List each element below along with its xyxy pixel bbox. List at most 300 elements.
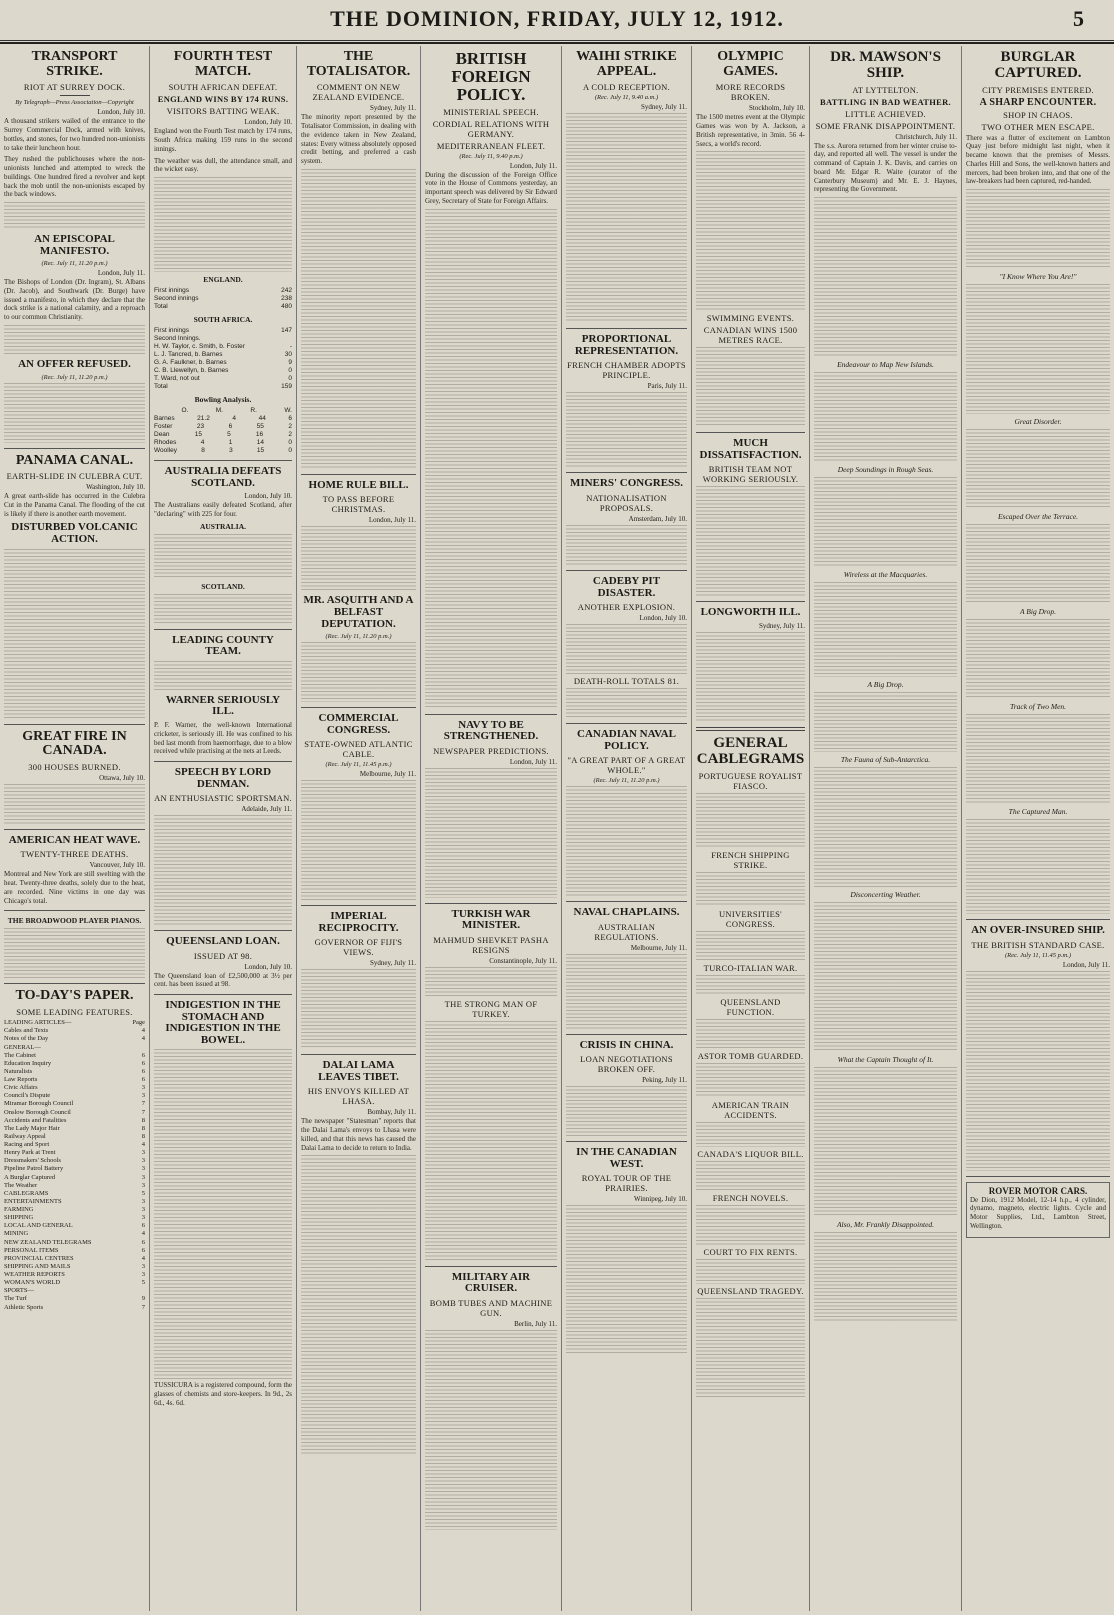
score-row-cell: 30 [284, 350, 292, 358]
feature-row-cell: 4 [141, 1035, 145, 1043]
feature-row [4, 1060, 145, 1068]
text-block [566, 954, 687, 1029]
dateline: Christchurch, July 11. [895, 132, 957, 141]
text-block [696, 1063, 805, 1098]
headline-asquith: MR. ASQUITH AND A BELFAST DEPUTATION. [303, 594, 414, 630]
feature-row-cell: GENERAL— [4, 1043, 41, 1051]
subhead-loan: LOAN NEGOTIATIONS BROKEN OFF. [580, 1054, 673, 1075]
text-block [154, 815, 292, 925]
text-block [154, 594, 292, 624]
headline-dissatisfaction: MUCH DISSATISFACTION. [699, 437, 802, 461]
sa-scores [154, 327, 292, 392]
bowling-row-cell: 4 [200, 439, 205, 446]
section-i-know: "I Know Where You Are!" [999, 272, 1077, 281]
ad-rover-text: De Dion, 1912 Model, 12-14 h.p., 4 cylinder, dynamo, magneto, electric lights. Cycle and Motor Supplies, Ltd., Lambton Street, Wellington. [970, 1195, 1106, 1230]
text-block [301, 169, 416, 469]
feature-row-cell: PROVINCIAL CENTRES [4, 1254, 74, 1262]
subhead-cable: STATE-OWNED ATLANTIC CABLE. [304, 739, 413, 760]
article-text: P. F. Warner, the well-known International cricketer, is seriously ill. He was confined to his bed last month from haemorrhage, due to a blow received while practising at the nets at Leeds. [154, 721, 292, 756]
feature-row [4, 1206, 145, 1214]
feature-row-cell: Civic Affairs [4, 1084, 38, 1092]
page-number: 5 [1073, 6, 1084, 31]
headline-denman: SPEECH BY LORD DENMAN. [174, 766, 272, 790]
feature-row-cell: Dressmakers' Schools [4, 1157, 61, 1165]
text-block [301, 1155, 416, 1455]
text-block [814, 582, 957, 677]
aus-label: AUSTRALIA. [199, 521, 247, 531]
article-text: The Bishops of London (Dr. Ingram), St. Albans (Dr. Jacob), and Southwark (Dr. Burge) have issued a manifesto, in which they declare that the dock strike is a national calamity, and a reproach to our common Christianity. [4, 278, 145, 322]
feature-row [4, 1214, 145, 1222]
subhead-novels: FRENCH NOVELS. [712, 1192, 789, 1203]
subhead-battling: BATTLING IN BAD WEATHER. [820, 96, 951, 107]
feature-row [4, 1304, 145, 1312]
divider [4, 910, 145, 911]
subhead-cold-reception: A COLD RECEPTION. [582, 82, 671, 93]
subhead-standard-case: THE BRITISH STANDARD CASE. [971, 939, 1105, 950]
feature-row-cell: 3 [141, 1214, 145, 1222]
dateline: London, July 11. [509, 757, 557, 766]
column-1 [0, 46, 150, 1611]
bowling-row-cell: O. [181, 406, 189, 414]
subhead-great-part: "A GREAT PART OF A GREAT WHOLE." [567, 755, 686, 776]
received-line: (Rec. July 11, 11.20 p.m.) [325, 633, 392, 641]
feature-row-cell: 6 [141, 1246, 145, 1254]
headline-commercial: COMMERCIAL CONGRESS. [318, 712, 399, 736]
divider [566, 901, 687, 902]
feature-row-cell: 3 [141, 1165, 145, 1173]
feature-row [4, 1035, 145, 1043]
subhead-sharp: A SHARP ENCOUNTER. [979, 96, 1097, 108]
subhead-sportsman: AN ENTHUSIASTIC SPORTSMAN. [154, 793, 292, 804]
subhead-british-team: BRITISH TEAM NOT WORKING SERIOUSLY. [702, 464, 799, 485]
feature-row-cell: LOCAL AND GENERAL [4, 1222, 73, 1230]
text-block [301, 526, 416, 591]
feature-row [4, 1182, 145, 1190]
text-block [566, 113, 687, 323]
feature-row-cell: 4 [141, 1027, 145, 1035]
dateline: Sydney, July 11. [370, 959, 416, 968]
feature-row-cell: NEW ZEALAND TELEGRAMS [4, 1238, 92, 1246]
feature-row-cell: 6 [141, 1067, 145, 1075]
feature-row [4, 1295, 145, 1303]
feature-row [4, 1100, 145, 1108]
feature-row-cell: 6 [141, 1238, 145, 1246]
feature-row-cell: 5 [141, 1189, 145, 1197]
article-text: The 1500 metres event at the Olympic Games was won by A. Jackson, a British representative, in 3min. 56 4-5secs, a world's record. [696, 113, 805, 148]
feature-row [4, 1157, 145, 1165]
text-block [696, 1298, 805, 1398]
feature-row-cell: 3 [141, 1157, 145, 1165]
score-row [154, 375, 292, 383]
text-block [696, 931, 805, 961]
text-block [566, 624, 687, 674]
feature-row-cell: 6 [141, 1222, 145, 1230]
feature-row-cell: 9 [141, 1295, 145, 1303]
ad-broadwood: THE BROADWOOD PLAYER PIANOS. [7, 916, 142, 926]
bowling-row-cell: 16 [255, 430, 264, 438]
headline-china: CRISIS IN CHINA. [579, 1038, 674, 1051]
article-text: The weather was dull, the attendance small, and the wicket easy. [154, 156, 292, 174]
text-block [814, 902, 957, 1052]
feature-row-cell: 8 [141, 1132, 145, 1140]
feature-row-cell: SPORTS— [4, 1287, 34, 1295]
feature-row [4, 1019, 145, 1027]
feature-row [4, 1271, 145, 1279]
text-block [696, 347, 805, 427]
subhead-records: MORE RECORDS BROKEN. [715, 82, 786, 103]
bowling-row-cell: 44 [258, 414, 266, 422]
score-row-cell: T. Ward, not out [154, 375, 200, 383]
subhead-shevket: MAHMUD SHEVKET PASHA RESIGNS [433, 934, 549, 955]
text-block [566, 1205, 687, 1355]
feature-row-cell: Council's Dispute [4, 1092, 51, 1100]
byline: By Telegraph—Press Association—Copyright [15, 99, 134, 107]
section-escaped: Escaped Over the Terrace. [997, 512, 1079, 521]
section-disappointed: Also, Mr. Frankly Disappointed. [836, 1220, 935, 1229]
score-row-cell: 0 [288, 375, 292, 383]
bowling-row-cell: Dean [154, 430, 170, 438]
subhead-mediterranean: MEDITERRANEAN FLEET. [436, 140, 546, 151]
divider [566, 570, 687, 571]
subhead-earth-slide: EARTH-SLIDE IN CULEBRA CUT. [6, 471, 143, 482]
headline-canadian-naval: CANADIAN NAVAL POLICY. [577, 728, 676, 752]
text-block [4, 325, 145, 355]
divider [154, 629, 292, 630]
bowling-row-cell: 15 [194, 430, 202, 438]
text-block [966, 284, 1110, 414]
feature-row-cell: 6 [141, 1051, 145, 1059]
feature-row [4, 1052, 145, 1060]
feature-row-cell: 4 [141, 1254, 145, 1262]
headline-miners: MINERS' CONGRESS. [569, 477, 684, 490]
bowling-label: Bowling Analysis. [194, 394, 252, 404]
headline-todays-paper: TO-DAY'S PAPER. [15, 988, 134, 1004]
headline-cadeby: CADEBY PIT DISASTER. [592, 575, 661, 599]
received-line: (Rec. July 11, 11.45 p.m.) [325, 761, 392, 769]
score-row-cell: 159 [281, 383, 292, 391]
text-block [696, 975, 805, 995]
divider [566, 1141, 687, 1142]
bowling-row-cell: Foster [154, 422, 173, 430]
feature-row [4, 1149, 145, 1157]
subhead-features: SOME LEADING FEATURES. [16, 1007, 133, 1018]
score-row [154, 335, 292, 343]
headline-chaplains: NAVAL CHAPLAINS. [573, 906, 680, 919]
feature-row-cell: 4 [141, 1230, 145, 1238]
divider [566, 723, 687, 724]
feature-row-cell: 3 [141, 1262, 145, 1270]
bowling-row-cell: W. [284, 406, 292, 414]
dateline: Winnipeg, July 10. [634, 1195, 687, 1204]
text-block [566, 786, 687, 896]
subhead-astor: ASTOR TOMB GUARDED. [697, 1050, 804, 1061]
divider [966, 1176, 1110, 1177]
feature-row [4, 1239, 145, 1247]
subhead-strong-man: THE STRONG MAN OF TURKEY. [444, 998, 538, 1019]
bowling-row-cell: 6 [288, 414, 292, 422]
text-block [966, 189, 1110, 269]
feature-row-cell: SHIPPING [4, 1214, 34, 1222]
dateline: London, July 11. [97, 269, 145, 278]
bowling-row-cell: R. [250, 406, 257, 414]
headline-navy: NAVY TO BE STRENGTHENED. [443, 718, 539, 743]
subhead-explosion: ANOTHER EXPLOSION. [577, 602, 676, 613]
subhead-sa-defeat: SOUTH AFRICAN DEFEAT. [168, 82, 278, 93]
feature-row [4, 1133, 145, 1141]
headline-volcanic: DISTURBED VOLCANIC ACTION. [11, 521, 138, 545]
score-row-cell: 238 [281, 295, 292, 303]
text-block [301, 642, 416, 702]
text-block [566, 688, 687, 718]
feature-row [4, 1279, 145, 1287]
text-block [301, 969, 416, 1049]
dateline: Stockholm, July 10. [748, 104, 805, 113]
bowling-row [154, 439, 292, 447]
column-3 [297, 46, 421, 1611]
feature-row-cell: Notes of the Day [4, 1035, 49, 1043]
dateline: Amsterdam, July 10. [628, 515, 687, 524]
score-row [154, 367, 292, 375]
bowling-row-cell: Rhodes [154, 439, 177, 446]
bowling-row-cell: 14 [256, 439, 264, 446]
subhead-swimming: SWIMMING EVENTS. [706, 313, 795, 324]
feature-row-cell: 6 [141, 1059, 145, 1067]
bowling-table [154, 407, 292, 456]
subhead-comment: COMMENT ON NEW ZEALAND EVIDENCE. [312, 82, 405, 103]
score-row-cell: Total [154, 303, 168, 311]
score-row-cell: 480 [281, 303, 292, 311]
text-block [154, 1049, 292, 1379]
feature-row [4, 1263, 145, 1271]
feature-row-cell: PERSONAL ITEMS [4, 1246, 59, 1254]
section-track: Track of Two Men. [1009, 702, 1067, 711]
feature-row-cell: Athletic Sports [4, 1303, 44, 1311]
subhead-liquor: CANADA'S LIQUOR BILL. [697, 1148, 804, 1159]
article-text: The Australians easily defeated Scotland, after "declaring" with 225 for four. [154, 501, 292, 519]
feature-row-cell: Naturalists [4, 1067, 33, 1075]
feature-row-cell: WOMAN'S WORLD [4, 1279, 61, 1287]
article-text: England won the Fourth Test match by 174 runs, South Africa making 159 runs in the second innings. [154, 127, 292, 153]
feature-row-cell: SHIPPING AND MAILS [4, 1262, 71, 1270]
dateline: Sydney, July 11. [641, 103, 687, 112]
text-block [696, 632, 805, 722]
subhead-predictions: NEWSPAPER PREDICTIONS. [433, 745, 549, 756]
section-fauna: The Fauna of Sub-Antarctica. [840, 755, 931, 764]
text-block [4, 549, 145, 719]
masthead [0, 0, 1114, 44]
feature-row-cell: WEATHER REPORTS [4, 1271, 65, 1279]
divider [425, 1266, 557, 1267]
text-block [4, 784, 145, 824]
bowling-row-cell: Woolley [154, 447, 178, 455]
text-block [425, 1021, 557, 1261]
score-row-cell: Second Innings. [154, 334, 201, 342]
feature-row [4, 1230, 145, 1238]
divider [154, 761, 292, 762]
divider [301, 905, 416, 906]
text-block [425, 209, 557, 709]
section-captured-man: The Captured Man. [1008, 807, 1068, 816]
feature-row-cell: 6 [141, 1076, 145, 1084]
subhead-little: LITTLE ACHIEVED. [845, 108, 926, 119]
dateline: London, July 11. [1062, 960, 1110, 969]
subhead-city-premises: CITY PREMISES ENTERED. [982, 84, 1094, 95]
text-block [814, 1067, 957, 1217]
text-block [966, 524, 1110, 604]
feature-row-cell: Accidents and Fatalities [4, 1116, 67, 1124]
headline-cablegrams: GENERAL CABLEGRAMS [696, 735, 805, 767]
subhead-envoys: HIS ENVOYS KILLED AT LHASA. [307, 1086, 410, 1107]
headline-qld-loan: QUEENSLAND LOAN. [166, 935, 280, 948]
received-line: (Rec. July 11, 11.20 p.m.) [593, 777, 660, 785]
text-block [966, 819, 1110, 914]
subhead-issued: ISSUED AT 98. [193, 950, 253, 961]
text-block [696, 1122, 805, 1147]
dateline: London, July 11. [368, 516, 416, 525]
section-big-drop: A Big Drop. [1019, 607, 1057, 616]
column-8 [962, 46, 1114, 1611]
subhead-germany: CORDIAL RELATIONS WITH GERMANY. [432, 118, 550, 139]
bowling-row-cell: 2 [288, 430, 292, 438]
bowling-row [154, 447, 292, 455]
feature-row [4, 1174, 145, 1182]
bowling-row-cell: 8 [201, 447, 205, 455]
subhead-riot: RIOT AT SURREY DOCK. [23, 82, 126, 93]
text-block [154, 534, 292, 579]
bowling-row-cell: 0 [288, 439, 292, 446]
bowling-row-cell: 23 [196, 422, 205, 430]
bowling-row [154, 415, 292, 423]
text-block [696, 1161, 805, 1191]
text-block [966, 619, 1110, 699]
subhead-visitors: VISITORS BATTING WEAK. [166, 106, 280, 117]
score-row-cell: 147 [281, 326, 292, 334]
feature-row-cell: 7 [141, 1303, 145, 1311]
subhead-two-men: TWO OTHER MEN ESCAPE. [981, 121, 1095, 132]
columns [0, 46, 1114, 1611]
subhead-qld-function: QUEENSLAND FUNCTION. [720, 996, 781, 1017]
subhead-shipping-strike: FRENCH SHIPPING STRIKE. [711, 849, 790, 870]
subhead-french-chamber: FRENCH CHAMBER ADOPTS PRINCIPLE. [567, 360, 686, 381]
divider [425, 714, 557, 715]
bowling-row-cell: 4 [232, 414, 237, 422]
headline-longworth: LONGWORTH ILL. [700, 606, 801, 619]
divider [696, 601, 805, 602]
text-block [566, 1086, 687, 1136]
text-block [425, 967, 557, 997]
headline-over-insured: AN OVER-INSURED SHIP. [971, 924, 1105, 936]
bowling-row-cell: Barnes [154, 414, 175, 422]
feature-row-cell: Onslow Borough Council [4, 1108, 71, 1116]
feature-row [4, 1084, 145, 1092]
feature-row-cell: 3 [141, 1206, 145, 1214]
feature-row-cell: The Cabinet [4, 1051, 36, 1059]
score-row-cell: 0 [288, 367, 292, 375]
feature-row-cell: Education Inquiry [4, 1059, 52, 1067]
headline-mawson: DR. MAWSON'S SHIP. [830, 49, 941, 81]
subhead-christmas: TO PASS BEFORE CHRISTMAS. [322, 494, 395, 515]
bowling-row-cell: 6 [228, 422, 233, 430]
text-block [696, 793, 805, 848]
headline-proportional: PROPORTIONAL REPRESENTATION. [574, 333, 679, 357]
feature-row-cell: 3 [141, 1173, 145, 1181]
subhead-train-accidents: AMERICAN TRAIN ACCIDENTS. [711, 1099, 790, 1120]
dateline: Constantinople, July 11. [489, 956, 557, 965]
subhead-nationalisation: NATIONALISATION PROPOSALS. [586, 493, 667, 514]
section-soundings: Deep Soundings in Rough Seas. [837, 465, 934, 474]
feature-row-cell: 4 [141, 1141, 145, 1149]
text-block [814, 767, 957, 887]
feature-row [4, 1141, 145, 1149]
section-big-drop: A Big Drop. [867, 680, 904, 689]
masthead-title: THE DOMINION, FRIDAY, JULY 12, 1912. [330, 6, 784, 31]
divider [425, 903, 557, 904]
subhead-canadian-wins: CANADIAN WINS 1500 METRES RACE. [703, 325, 798, 346]
feature-row [4, 1247, 145, 1255]
divider [4, 724, 145, 725]
feature-row-cell: MINING [4, 1230, 29, 1238]
scot-label: SCOTLAND. [201, 581, 245, 591]
headline-aus-scotland: AUSTRALIA DEFEATS SCOTLAND. [164, 465, 282, 489]
article-text: A thousand strikers wailed of the entrance to the Surrey Commercial Dock, armed with knives, bottles, and stones, for two hundred non-unionists to take their luncheon hour. [4, 117, 145, 152]
feature-row-cell: 7 [141, 1100, 145, 1108]
article-text: The minority report presented by the Totalisator Commission, in dealing with the evidence taken in New Zealand, states: Every witness absolutely opposed credit betting, and preferred a cash system. [301, 113, 416, 166]
received-line: (Rec. July 11, 9.40 p.m.) [459, 152, 523, 160]
column-2 [150, 46, 297, 1611]
feature-row-cell: 3 [141, 1149, 145, 1157]
text-block [4, 383, 145, 443]
headline-indigestion: INDIGESTION IN THE STOMACH AND INDIGESTION IN THE BOWEL. [165, 999, 281, 1046]
feature-row-cell: 3 [141, 1084, 145, 1092]
divider [566, 328, 687, 329]
dateline: London, July 10. [639, 614, 687, 623]
text-block [696, 486, 805, 596]
section-disorder: Great Disorder. [1014, 417, 1062, 426]
score-row-cell: 242 [281, 287, 292, 295]
text-block [301, 780, 416, 900]
feature-row [4, 1255, 145, 1263]
dateline: London, July 11. [509, 161, 557, 170]
feature-row-cell: The Weather [4, 1181, 38, 1189]
text-block [814, 692, 957, 752]
feature-row-cell: 3 [141, 1181, 145, 1189]
score-row [154, 287, 292, 295]
feature-row-cell: 8 [141, 1116, 145, 1124]
score-row-cell: L. J. Tancred, b. Barnes [154, 350, 223, 358]
feature-row [4, 1027, 145, 1035]
feature-row [4, 1190, 145, 1198]
dateline: Melbourne, July 11. [630, 943, 687, 952]
headline-canadian-west: IN THE CANADIAN WEST. [576, 1146, 677, 1170]
text-block [696, 1019, 805, 1049]
feature-row [4, 1068, 145, 1076]
feature-row [4, 1198, 145, 1206]
score-row [154, 351, 292, 359]
received-line: (Rec. July 11, 11.45 p.m.) [1005, 951, 1071, 959]
subhead-qld-tragedy: QUEENSLAND TRAGEDY. [697, 1285, 804, 1296]
dateline: Adelaide, July 11. [241, 805, 292, 814]
headline-transport-strike: TRANSPORT STRIKE. [31, 49, 118, 79]
divider [4, 448, 145, 449]
subhead-england-wins: ENGLAND WINS BY 174 RUNS. [157, 94, 289, 105]
headline-home-rule: HOME RULE BILL. [308, 478, 409, 491]
headline-totalisator: THE TOTALISATOR. [306, 49, 411, 79]
bowling-row [154, 431, 292, 439]
divider [301, 474, 416, 475]
subhead-royal-tour: ROYAL TOUR OF THE PRAIRIES. [581, 1173, 672, 1194]
feature-row-cell: 8 [141, 1124, 145, 1132]
feature-row [4, 1044, 145, 1052]
